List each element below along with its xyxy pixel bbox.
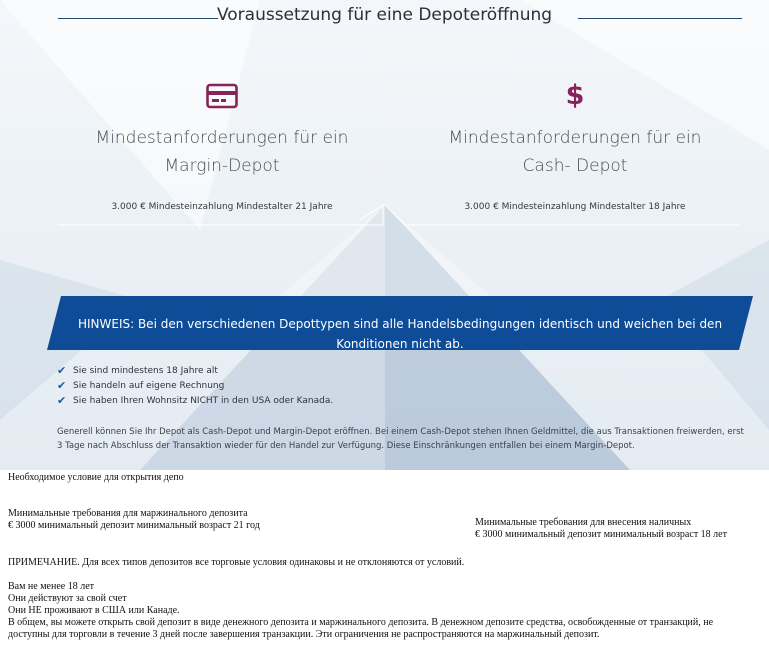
check-icon: ✔ [57, 393, 67, 407]
requirements-checklist [57, 363, 333, 408]
margin-requirements [57, 80, 387, 212]
ru-list-item: Вам не менее 18 лет [8, 581, 95, 592]
cash-requirements [410, 80, 740, 212]
list-item [57, 393, 333, 408]
panel-title: Voraussetzung für eine Depoteröffnung [216, 5, 553, 25]
ru-cash-subtitle: € 3000 минимальный депозит минимальный возраст 18 лет [475, 529, 727, 540]
margin-title-line1: Mindestanforderungen für ein [95, 128, 349, 148]
ru-note: ПРИМЕЧАНИЕ. Для всех типов депозитов все торговые условия одинаковы и не отклоняются от условий. [8, 557, 465, 568]
check-icon: ✔ [57, 363, 67, 377]
ru-general-line2: доступны для торговли в течение 3 дней после завершения транзакции. Эти ограничения не распространяются на маржинальный депозит. [8, 629, 600, 640]
ru-title: Необходимое условие для открытия депо [8, 472, 184, 483]
check-label: Sie haben Ihren Wohnsitz NICHT in den USA oder Kanada. [73, 395, 334, 406]
check-icon: ✔ [57, 378, 67, 392]
ru-list-item: Они действуют за свой счет [8, 593, 127, 604]
ru-cash-title: Минимальные требования для внесения наличных [475, 517, 692, 528]
ru-margin-subtitle: € 3000 минимальный депозит минимальный возраст 21 год [8, 520, 260, 531]
list-item [57, 378, 333, 393]
cash-title-line1: Mindestanforderungen für ein [448, 128, 702, 148]
check-label: Sie handeln auf eigene Rechnung [73, 380, 225, 391]
ru-margin-title: Минимальные требования для маржинального депозита [8, 508, 248, 519]
list-item [57, 363, 333, 378]
notice-text: HINWEIS: Bei den verschiedenen Depottypen sind alle Handelsbedingungen identisch und weichen bei den Konditionen nicht ab. [77, 317, 723, 351]
margin-title-line2: Margin-Depot [164, 156, 280, 176]
dollar-glyph: $ [565, 80, 585, 111]
cash-subtitle: 3.000 € Mindesteinzahlung Mindestalter 18 Jahre [464, 202, 686, 212]
dollar-icon [410, 80, 740, 112]
ru-general-line1: В общем, вы можете открыть свой депозит в виде денежного депозита и маржинального депозита. В денежном депозите средства, освобожденные от транзакций, не [8, 617, 714, 628]
general-info: Generell können Sie Ihr Depot als Cash-Depot und Margin-Depot eröffnen. Bei einem Cash-Depot stehen Ihnen Geldmittel, die aus Transaktionen freiwerden, erst 3 Tage nach Abschluss der Transaktion wieder für den Handel zur Verfügung. Diese Einschränkungen entfallen bei einem Margin-Depot. [57, 427, 744, 451]
margin-subtitle: 3.000 € Mindesteinzahlung Mindestalter 21 Jahre [111, 202, 333, 212]
ru-list-item: Они НЕ проживают в США или Канаде. [8, 605, 180, 616]
credit-card-icon [57, 80, 387, 112]
cash-title-line2: Cash- Depot [522, 156, 628, 176]
check-label: Sie sind mindestens 18 Jahre alt [73, 365, 218, 376]
